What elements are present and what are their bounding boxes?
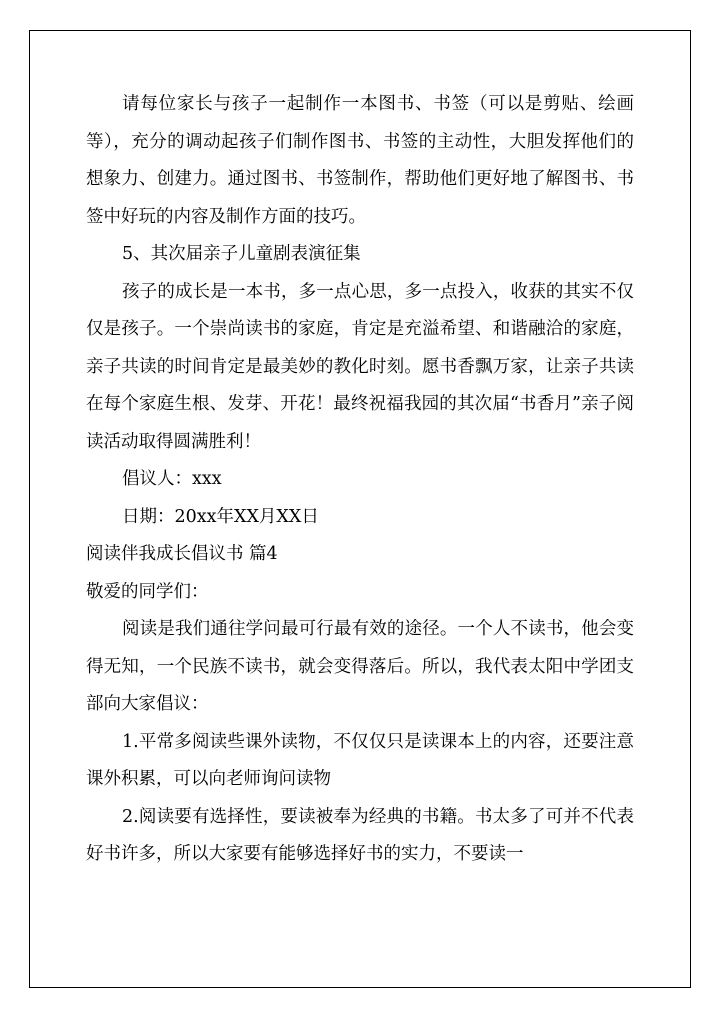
date-line: 日期：20xx年XX月XX日 xyxy=(122,506,319,527)
article-title: 阅读伴我成长倡议书 篇4 xyxy=(86,544,278,564)
proposal-item-2: 2.阅读要有选择性，要读被奉为经典的书籍。书太多了可并不代表好书许多，所以大家要有能够选择好书的实力，不要读一 xyxy=(86,806,634,864)
section-heading-drama: 5、其次届亲子儿童剧表演征集 xyxy=(122,244,361,264)
proposal-item-1: 1.平常多阅读些课外读物，不仅仅只是读课本上的内容，还要注意课外积累，可以向老师询问读物 xyxy=(86,731,634,789)
paragraph-bookmaking-activity: 请每位家长与孩子一起制作一本图书、书签（可以是剪贴、绘画等），充分的调动起孩子们制作图书、书签的主动性，大胆发挥他们的想象力、创建力。通过图书、书签制作，帮助他们更好地了解图书、书签中好玩的内容及制作方面的技巧。 xyxy=(86,94,634,227)
document-body xyxy=(86,86,634,874)
paragraph-closing-wish: 孩子的成长是一本书，多一点心思，多一点投入，收获的其实不仅仅是孩子。一个崇尚读书的家庭，肯定是充溢希望、和谐融洽的家庭，亲子共读的时间肯定是最美妙的教化时刻。愿书香飘万家，让亲子共读在每个家庭生根、发芽、开花！最终祝福我园的其次届“书香月”亲子阅读活动取得圆满胜利！ xyxy=(86,281,634,452)
paragraph-reading-intro: 阅读是我们通往学问最可行最有效的途径。一个人不读书，他会变得无知，一个民族不读书，就会变得落后。所以，我代表太阳中学团支部向大家倡议： xyxy=(86,619,634,714)
salutation: 敬爱的同学们： xyxy=(86,581,209,602)
proposer-line: 倡议人：xxx xyxy=(122,469,222,489)
